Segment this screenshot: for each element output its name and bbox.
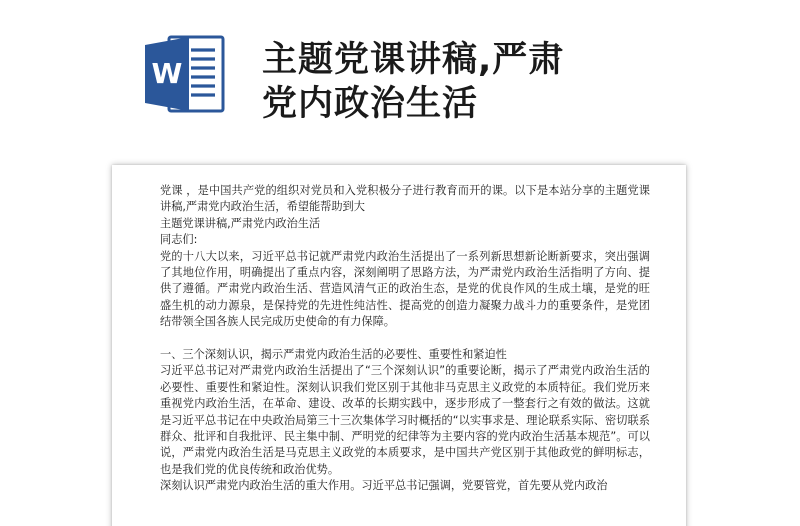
document-paragraph: 习近平总书记对严肃党内政治生活提出了“三个深刻认识”的重要论断，揭示了严肃党内政治生活的必要性、重要性和紧迫性。深刻认识我们党区别于其他非马克思主义政党的本质特征。我们党历来重视党内政治生活，在革命、建设、改革的长期实践中，逐步形成了一整套行之有效的做法。这就是习近平总书记在中央政治局第三十三次集体学习时概括的“以实事求是、理论联系实际、密切联系群众、批评和自我批评、民主集中制、严明党的纪律等为主要内容的党内政治生活基本规范”。可以说，严肃党内政治生活是马克思主义政党的本质要求，是中国共产党区别于其他政党的鲜明标志，也是我们党的优良传统和政治优势。 <box>160 364 650 476</box>
document-paragraph: 党的十八大以来，习近平总书记就严肃党内政治生活提出了一系列新思想新论断新要求，突出强调了其地位作用，明确提出了重点内容，深刻阐明了思路方法，为严肃党内政治生活指明了方向、提供了遵循。严肃党内政治生活、营造风清气正的政治生态，是党的优良作风的生成土壤，是党的旺盛生机的动力源泉，是保持党的先进性纯洁性、提高党的创造力凝聚力战斗力的重要条件，是党团结带领全国各族人民完成历史使命的有力保障。 <box>160 249 650 329</box>
document-header <box>0 0 800 160</box>
blank-line <box>160 331 650 347</box>
document-paragraph: 主题党课讲稿,严肃党内政治生活 <box>160 216 321 230</box>
document-paragraph: 党课 ，是中国共产党的组织对党员和入党积极分子进行教育而开的课。以下是本站分享的主题党课讲稿,严肃党内政治生活，希望能帮助到大 <box>160 184 650 214</box>
document-paragraph: 一、三个深刻认识，揭示严肃党内政治生活的必要性、重要性和紧迫性 <box>160 348 507 362</box>
title-line-1: 主题党课讲稿,严肃 <box>262 40 565 80</box>
document-paragraph: 同志们: <box>160 233 198 247</box>
page-title <box>262 38 762 126</box>
document-body <box>160 183 650 495</box>
title-line-2: 党内政治生活 <box>262 84 479 124</box>
word-document-icon <box>143 33 227 115</box>
document-page <box>112 165 686 526</box>
document-paragraph: 深刻认识严肃党内政治生活的重大作用。习近平总书记强调，党要管党，首先要从党内政治 <box>160 479 608 493</box>
svg-text:W: W <box>151 57 183 90</box>
